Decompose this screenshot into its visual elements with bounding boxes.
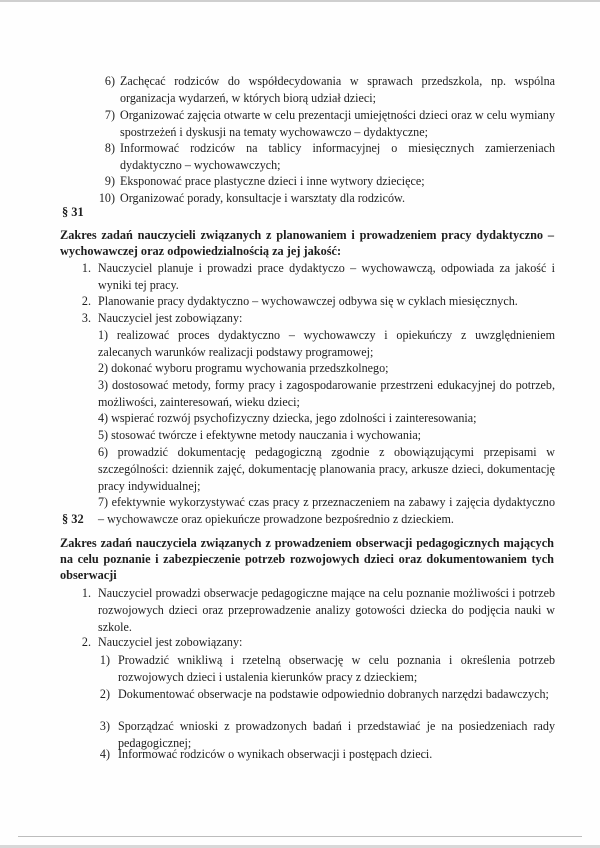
- list-text: Dokumentować obserwacje na podstawie odpowiednio dobranych narzędzi badawczych;: [118, 687, 549, 701]
- list-text: 2) dokonać wyboru programu wychowania przedszkolnego;: [98, 361, 389, 375]
- list-number: 1.: [81, 586, 91, 600]
- list-number: 1.: [81, 261, 91, 275]
- sub-list-item: [98, 686, 555, 703]
- sub-list-item: [98, 377, 555, 411]
- list-text: Organizować zajęcia otwarte w celu prezentacji umiejętności dzieci oraz w celu wymiany spostrzeżeń i dyskusji na tematy wychowawczo – dydaktyczne;: [120, 108, 555, 139]
- page-bottom-rule: [18, 836, 582, 837]
- section-heading: Zakres zadań nauczycieli związanych z planowaniem i prowadzeniem pracy dydaktyczno – wychowawczej oraz odpowiedzialnością za jej jakość:: [60, 228, 554, 258]
- list-item: [98, 190, 555, 207]
- list-number: 2.: [81, 635, 91, 649]
- list-item: [79, 585, 555, 635]
- list-number: 9): [104, 174, 115, 188]
- list-text: 3) dostosować metody, formy pracy i zagospodarowanie przestrzeni edukacyjnej do potrzeb, możliwości, zainteresowań, wieku dzieci;: [98, 378, 555, 409]
- sub-list-item: [98, 444, 555, 494]
- list-item: [79, 260, 555, 294]
- sub-list-item: [98, 427, 555, 444]
- list-item: [79, 293, 555, 310]
- list-number: 8): [104, 141, 115, 155]
- list-number: 3.: [81, 311, 91, 325]
- list-number: 10): [98, 191, 115, 205]
- list-text: Planowanie pracy dydaktyczno – wychowawczej odbywa się w cyklach miesięcznych.: [98, 294, 518, 308]
- list-text: 1) realizować proces dydaktyczno – wychowawczy i opiekuńczy z uwzględnieniem zalecanych warunków realizacji podstawy programowej;: [98, 328, 555, 359]
- list-number: 1): [99, 653, 110, 667]
- list-text: Organizować porady, konsultacje i warsztaty dla rodziców.: [120, 191, 405, 205]
- sub-list-item: [98, 652, 555, 686]
- list-item: [104, 73, 555, 107]
- list-text: 7) efektywnie wykorzystywać czas pracy z przeznaczeniem na zabawy i zajęcia dydaktyczno – wychowawcze oraz opiekuńcze prowadzone bezpośrednio z dzieckiem.: [98, 495, 555, 526]
- list-text: Eksponować prace plastyczne dzieci i inne wytwory dziecięce;: [120, 174, 425, 188]
- sub-list-item: [98, 494, 555, 528]
- sub-list-item: [98, 360, 555, 377]
- sub-list-item: [98, 410, 555, 427]
- list-text: Nauczyciel planuje i prowadzi prace dydaktyczo – wychowawczą, odpowiada za jakość i wyniki tej pracy.: [98, 261, 555, 292]
- list-number: 2.: [81, 294, 91, 308]
- list-text: 4) wspierać rozwój psychofizyczny dziecka, jego zdolności i zainteresowania;: [98, 411, 477, 425]
- list-item: [79, 634, 555, 651]
- scan-edge-top: [0, 0, 600, 2]
- list-text: 6) prowadzić dokumentację pedagogiczną zgodnie z obowiązującymi przepisami w szczególności: dziennik zajęć, dokumentację planowania pracy, arkusze dzieci, dokumentację pracy indywidualnej;: [98, 445, 555, 493]
- list-text: Informować rodziców na tablicy informacyjnej o miesięcznych zamierzeniach dydaktyczno – wychowawczych;: [120, 141, 555, 172]
- list-item: [104, 107, 555, 141]
- list-item: [104, 140, 555, 174]
- list-text: Informować rodziców o wynikach obserwacji i postępach dzieci.: [118, 747, 433, 761]
- list-item: [79, 310, 555, 327]
- list-number: 6): [104, 74, 115, 88]
- list-text: Prowadzić wnikliwą i rzetelną obserwację w celu poznania i określenia potrzeb rozwojowych dzieci i ustalenia kierunków pracy z dzieckiem;: [118, 653, 555, 684]
- sub-list-item: [98, 746, 555, 763]
- list-text: Nauczyciel jest zobowiązany:: [98, 311, 243, 325]
- section-label: § 31: [62, 205, 84, 219]
- section-heading: Zakres zadań nauczyciela związanych z prowadzeniem obserwacji pedagogicznych mających na celu poznanie i zabezpieczenie potrzeb rozwojowych dzieci oraz dokumentowaniem tych obserwacji: [60, 536, 554, 582]
- list-item: [104, 173, 555, 190]
- list-number: 3): [99, 719, 110, 733]
- list-text: 5) stosować twórcze i efektywne metody nauczania i wychowania;: [98, 428, 422, 442]
- list-number: 4): [99, 747, 110, 761]
- list-text: Sporządzać wnioski z prowadzonych badań i przedstawiać je na posiedzeniach rady pedagogicznej;: [118, 719, 555, 750]
- list-number: 7): [104, 108, 115, 122]
- list-text: Nauczyciel prowadzi obserwacje pedagogiczne mające na celu poznanie możliwości i potrzeb rozwojowych dzieci oraz przeprowadzenie analizy gotowości dziecka do podjęcia nauki w szkole.: [98, 586, 555, 634]
- list-number: 2): [99, 687, 110, 701]
- sub-list-item: [98, 327, 555, 361]
- list-text: Zachęcać rodziców do współdecydowania w sprawach przedszkola, np. wspólna organizacja wydarzeń, w których biorą udział dzieci;: [120, 74, 555, 105]
- section-label: § 32: [62, 512, 84, 526]
- list-text: Nauczyciel jest zobowiązany:: [98, 635, 243, 649]
